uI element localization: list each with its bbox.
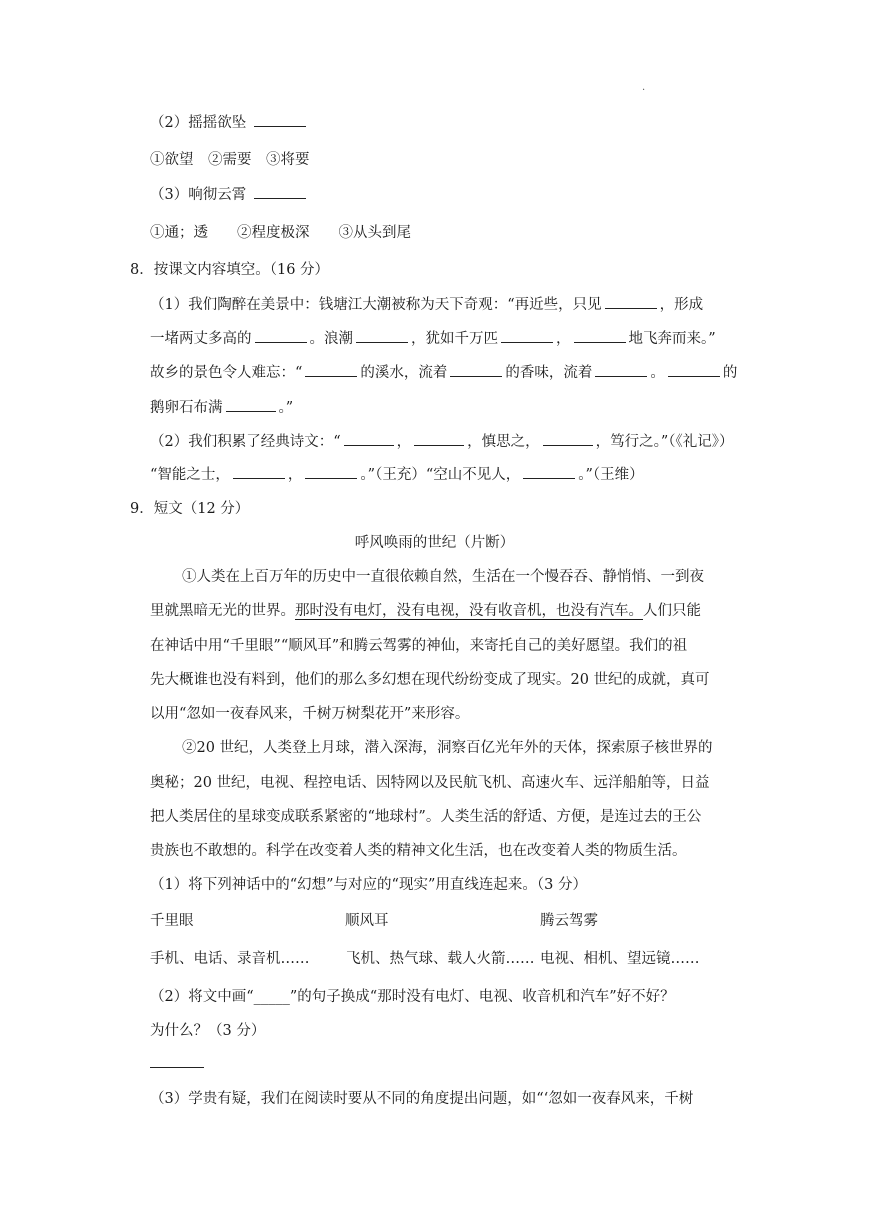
q9-title: 9．短文（12 分）	[130, 501, 250, 517]
q8-p2b-1: “智能之士，	[150, 467, 230, 483]
para1-line2-b: 人们只能	[643, 603, 701, 619]
q9-sub2-line2: 为什么？（3 分）	[150, 1023, 266, 1039]
q8-p1c-5: 的	[722, 365, 738, 381]
q8-blank-6[interactable]	[305, 362, 357, 377]
q8-p1c-4: 。	[650, 365, 665, 381]
para2-line1: ②20 世纪，人类登上月球，潜入深海，洞察百亿光年外的天体，探索原子核世界的	[182, 740, 713, 756]
underlined-sentence: 那时没有电灯，没有电视，没有收音机，也没有汽车。	[295, 603, 643, 619]
q8-blank-9[interactable]	[668, 362, 720, 377]
para1-line4: 先大概谁也没有料到，他们的那么多幻想在现代纷纷变成了现实。20 世纪的成就，真可	[150, 672, 710, 688]
q8-p1c-3: 的香味，流着	[505, 365, 593, 381]
q8-p1b-5: 地飞奔而来。”	[628, 331, 716, 347]
q8-p1b-3: ，犹如千万匹	[411, 331, 498, 347]
q8-p1a	[150, 293, 703, 314]
q8-title: 8．按课文内容填空。（16 分）	[130, 262, 330, 278]
para1-line5: 以用“忽如一夜春风来，千树万树梨花开”来形容。	[150, 706, 470, 722]
q8-blank-7[interactable]	[450, 362, 502, 377]
para1-line1: ①人类在上百万年的历史中一直很依赖自然，生活在一个慢吞吞、静悄悄、一到夜	[182, 569, 704, 585]
fantasy-3[interactable]: 腾云驾雾	[540, 913, 598, 929]
para1-line2-a: 里就黑暗无光的世界。	[150, 603, 295, 619]
q8-blank-3[interactable]	[356, 328, 408, 343]
q8-p1c-2: 的溪水，流着	[360, 365, 448, 381]
para2-line2: 奥秘；20 世纪，电视、程控电话、因特网以及民航飞机、高速火车、远洋船舶等，日益	[150, 775, 710, 791]
reality-3[interactable]: 电视、相机、望远镜……	[540, 951, 700, 967]
q8-blank-11[interactable]	[344, 431, 394, 446]
reality-1[interactable]: 手机、电话、录音机……	[150, 951, 310, 967]
q8-p1d-2: 。”	[278, 400, 294, 416]
q8-blank-16[interactable]	[523, 464, 575, 479]
q7-3-options: ①通；透 ②程度极深 ③从头到尾	[150, 225, 411, 241]
q8-blank-12[interactable]	[414, 431, 464, 446]
page-dot: .	[642, 82, 646, 93]
q7-2-blank[interactable]	[254, 112, 306, 127]
q8-p1d	[150, 396, 293, 417]
q8-p1b-2: 。浪潮	[309, 331, 353, 347]
q8-p1b	[150, 327, 716, 348]
q8-p2b	[150, 463, 644, 484]
q8-p2a-4: ，笃行之。”（《礼记》）	[595, 434, 734, 450]
q8-p1c	[150, 361, 737, 382]
q8-blank-14[interactable]	[233, 464, 285, 479]
q9-sub2-line1: （2）将文中画“_____”的句子换成“那时没有电灯、电视、收音机和汽车”好不好？	[150, 989, 675, 1005]
q7-2-line	[150, 111, 309, 132]
q8-blank-1[interactable]	[605, 294, 657, 309]
para2-line3: 把人类居住的星球变成联系紧密的“地球村”。人类生活的舒适、方便，是连过去的王公	[150, 809, 702, 825]
q8-p2a-1: （2）我们积累了经典诗文：“	[150, 434, 341, 450]
para1-line3: 在神话中用“千里眼”“顺风耳”和腾云驾雾的神仙，来寄托自己的美好愿望。我们的祖	[150, 638, 688, 654]
q8-blank-5[interactable]	[574, 328, 626, 343]
para2-line4: 贵族也不敢想的。科学在改变着人类的精神文化生活，也在改变着人类的物质生活。	[150, 843, 687, 859]
q8-p2b-3: 。”（王充）“空山不见人，	[360, 467, 521, 483]
q9-sub3: （3）学贵有疑，我们在阅读时要从不同的角度提出问题，如“‘忽如一夜春风来，千树	[150, 1091, 694, 1107]
q8-blank-2[interactable]	[255, 328, 307, 343]
q8-p1b-1: 一堵两丈多高的	[150, 331, 252, 347]
q8-p1b-4: ，	[556, 331, 571, 347]
q8-blank-10[interactable]	[226, 397, 276, 412]
passage-title: 呼风唤雨的世纪（片断）	[354, 535, 515, 551]
q7-3-label: （3）响彻云霄	[150, 187, 247, 203]
q8-p1c-1: 故乡的景色令人难忘：“	[150, 365, 303, 381]
q8-p2a-3: ，慎思之，	[467, 434, 540, 450]
q7-2-label: （2）摇摇欲坠	[150, 115, 247, 131]
q8-blank-13[interactable]	[543, 431, 593, 446]
q9-sub1: （1）将下列神话中的“幻想”与对应的“现实”用直线连起来。（3 分）	[150, 877, 587, 893]
q8-blank-4[interactable]	[501, 328, 553, 343]
q7-3-line	[150, 183, 309, 204]
reality-2[interactable]: 飞机、热气球、载人火箭……	[346, 951, 535, 967]
q8-p2b-2: ，	[287, 467, 303, 483]
q8-blank-15[interactable]	[305, 464, 357, 479]
q8-p2a-2: ，	[396, 434, 412, 450]
q8-p2b-4: 。”（王维）	[578, 467, 644, 483]
q7-3-blank[interactable]	[254, 184, 306, 199]
q8-p1a-text: （1）我们陶醉在美景中：钱塘江大潮被称为天下奇观：“再近些，只见	[150, 297, 602, 313]
q8-blank-8[interactable]	[595, 362, 647, 377]
q8-p2a	[150, 430, 734, 451]
q7-2-options: ①欲望 ②需要 ③将要	[150, 152, 310, 168]
fantasy-2[interactable]: 顺风耳	[345, 913, 389, 929]
q8-p1a-end: ，形成	[659, 297, 704, 313]
q8-p1d-1: 鹅卵石布满	[150, 400, 223, 416]
fantasy-1[interactable]: 千里眼	[150, 913, 194, 929]
answer-blank-line[interactable]	[150, 1067, 204, 1068]
para1-line2	[150, 599, 701, 620]
